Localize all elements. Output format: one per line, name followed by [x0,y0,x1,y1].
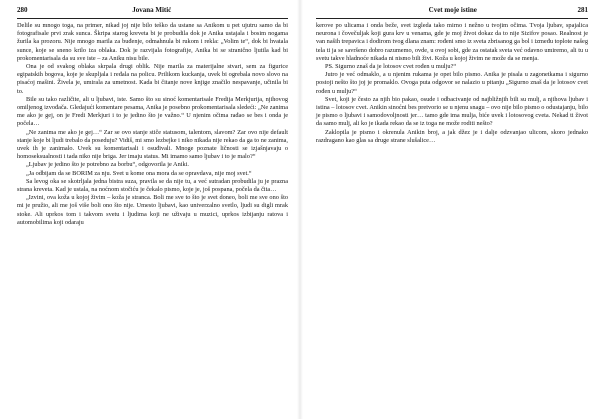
paragraph: „Ne zanima me ako je gej…“ Zar se ovo stanje stiče statusom, talentom, slavom? Zar ovo nije default stanje koje bi ljudi trebalo da poseduju? Vidiš, mi smo lezbejke i niko nikada nije rekao da ga to ne zanima, uvek ih je zanimalo. Uvek su komentarisali i osuđivali. Mnoge poznate ličnosti se izjašnjavaju o homoseksualnosti i tada niko nije briga. Jer imaju status. Mi imamo samo ljubav i to je malo?“ [17,128,288,161]
left-page-body [17,22,288,227]
page-number: 280 [17,6,28,14]
paragraph: „Izvini, ova koža u kojoj živim – koža je stranca. Boli me sve to što je svet doneo, boli me sve ono što mi je pružio, ali me još više boli ono što nije. Umesto ljubavi, kao univerzalno svetlo, ljudi su digli mrak stoke. Ali uprkos tom i takvom svetu i ljudima koji ne uživaju u muzici, uprkos izbijanju ratova i automobilima koji odaraju [17,194,288,226]
running-head: Cvet moje istine [428,6,477,14]
paragraph: Svet, koji je često za njih bio pakao, osude i odbacivanje od najbližnjih bili su mulj, a njihova ljubav i istina – lotosov cvet. Anikin sinoćni bes pretvorio se u njenu snagu – ovo nije bilo pismo o odustajanju, bilo je pismo o ljubavi i samodovoljnosti jer… tamo gde ima mulja, biće uvek i lotosovog cveta. Nekad ti život da samo mulj, ali ko je ikada rekao da se iz toga ne može roditi nešto? [316,95,588,128]
paragraph: Ona je od svakog oblaka skrpala drugi oblik. Nije marila za materijalne stvari, sem za figurice egipatskih bogova, koje je skupljala i ređala na policu. Prilikom kuckanja, uvek bi ogrebala novo slovo na pisaćoj mašini. Živela je, umirala za umetnost. Kada bi čitanje nove knjige značilo nespavanje, učinila bi to. [17,63,288,95]
paragraph: Sa levog oka se skotrljala jedna bistra suza, pravila se da nije tu, a već sutradan probudila ju je prazna strana kreveta. Kad je ustala, na noćnom stočiću je čekalo pismo, koje je, još pospana, počela da čita… [17,177,288,194]
paragraph: Jutro je već odmaklo, a u njenim rukama je opet bilo pismo. Anika je pisala u zagonetkama i sigurno postoji nešto što joj je promaklo. Ovoga puta odgovor se nalazio u pitanju „Sigurno znaš da je lotosov cvet rođen u mulju?“ [316,71,588,95]
paragraph: kerove po ulicama i onda beže, svet izgleda tako mirno i nežno u tvojim očima. Tvoja ljubav, spajalica neurona i čovečuljak koji gura krv u venama, gde je moj život dokaz da to nije Sizifov posao. Realnost je van naših trepavica i dodirom tvog dlana znam: rođeni smo iz sveta zbrisanog ga bol i između toplote našeg tela ti ja se savršeno dobro razumemo, ovde, u ovoj sobi, gde za ostatak sveta već odavno umiremo, ali tu u svetu takve hladnoće nikada ni nismo bili živi. Koža u kojoj živim ne može da se menja. [316,22,588,62]
paragraph: „Ljubav je jedino što je potrebno za borbu“, odgovorila je Aniki. [26,161,189,169]
paragraph: Bile su tako različite, ali u ljubavi, iste. Samo što su sinoć komentarisale Fredija Merkjurija, njihovog omiljenog izvođača. Gledajući komentare pesama, Anika je posebno prokomentarisala sledeći: „Ne zanima me ako je gej, on je Fredi Merkjuri i to je jedino što je važno.“ U njenim očima rađao se bes i onda je počela… [17,95,288,128]
paragraph: „Ja odbijam da se BORIM za nju. Svet u kome ona mora da se opravdava, nije moj svet.“ [26,169,252,177]
paragraph: Zaklopila je pismo i okrenula Anikin broj, a jak džez je i dalje odzvanjao ulicom, skoro jednako razdragano kao glas sa druge strane slušalice… [316,128,588,144]
paragraph: PS. Sigurno znaš da je lotosov cvet rođen u mulju?“ [325,63,457,71]
right-page-body [316,22,588,145]
right-page-header [316,6,588,19]
paragraph: Delile su mnogo toga, na primer, nikad joj nije bilo teško da ustane sa Anikom u pet ujutru samo da bi fotografisale prvi zrak sunca. Škripa starog kreveta bi je probudila dok je Anika ustajala i bosim nogama žurila ka prozoru. Nije mnogo marila za buđenje, odmahnula bi rukom i rekla: „Volim te“, dok bi hvatala sunce, koje se sneno krilo iza oblaka. Dok je razvijala fotografije, Anika bi se stranično ljutila kad bi prokomentarisala da su sve iste – za Aniku nisu bile. [17,22,288,62]
running-head: Jovana Mitić [132,6,172,14]
left-page-header [17,6,288,19]
right-page [300,0,600,419]
page-number: 281 [577,6,588,14]
